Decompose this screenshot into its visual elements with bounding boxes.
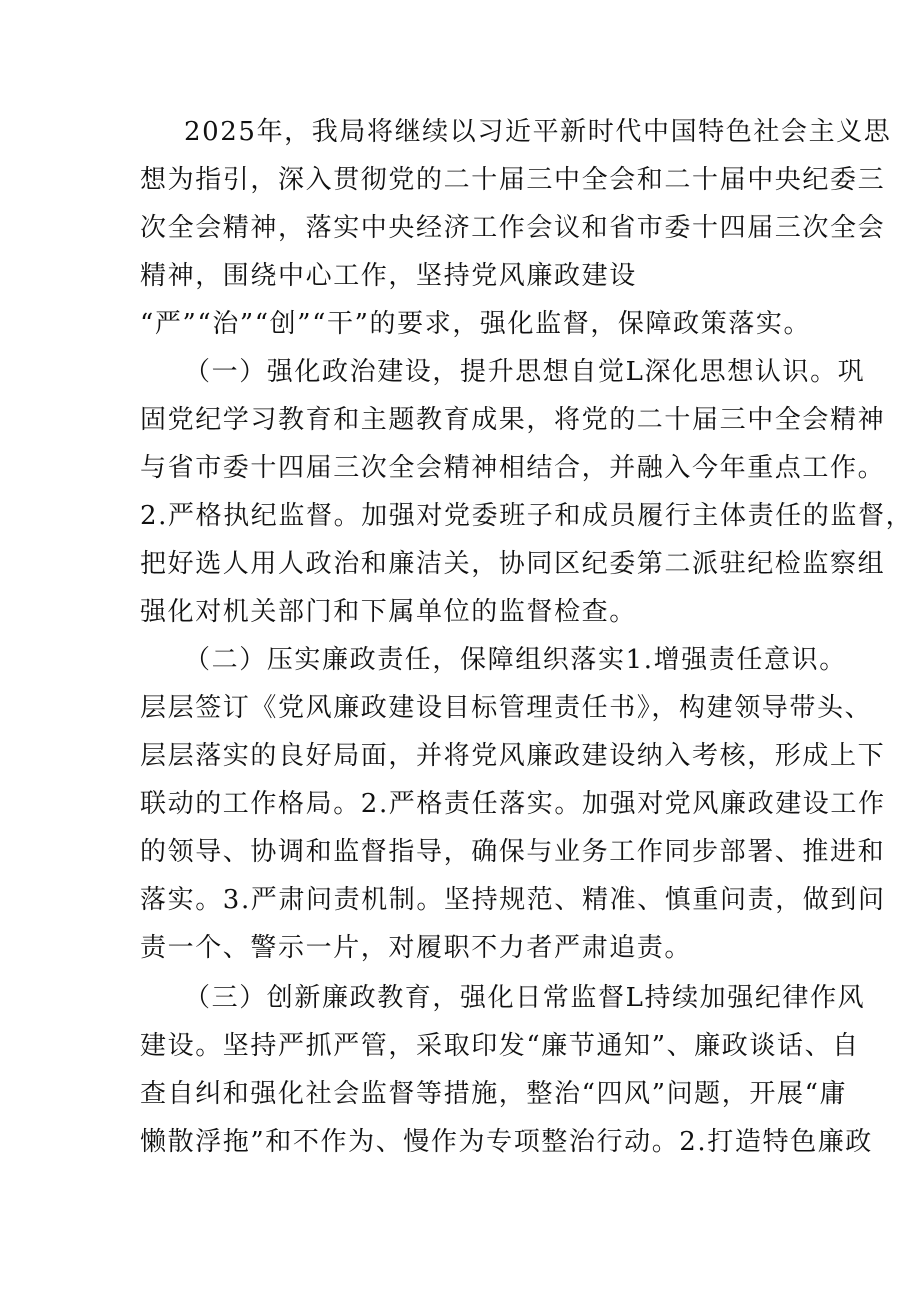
- section-one-line-4: 2.严格执纪监督。加强对党委班子和成员履行主体责任的监督，: [140, 501, 914, 531]
- paragraph-intro-line-3: 次全会精神，落实中央经济工作会议和省市委十四届三次全会: [140, 213, 886, 243]
- paragraph-intro-line-2: 想为指引，深入贯彻党的二十届三中全会和二十届中央纪委三: [140, 165, 886, 195]
- section-one-line-3: 与省市委十四届三次全会精神相结合，并融入今年重点工作。: [140, 453, 886, 483]
- paragraph-intro-line-5: “严”“治”“创”“干”的要求，强化监督，保障政策落实。: [140, 309, 812, 339]
- section-one-line-2: 固党纪学习教育和主题教育成果，将党的二十届三中全会精神: [140, 405, 886, 435]
- paragraph-intro-line-1: 2025年，我局将继续以习近平新时代中国特色社会主义思: [184, 117, 892, 147]
- section-three-line-4: 懒散浮拖”和不作为、慢作为专项整治行动。2.打造特色廉政: [140, 1127, 873, 1157]
- section-three-line-3: 查自纠和强化社会监督等措施，整治“四风”问题，开展“庸: [140, 1079, 848, 1109]
- section-two-line-4: 联动的工作格局。2.严格责任落实。加强对党风廉政建设工作: [140, 789, 886, 819]
- section-two-line-3: 层层落实的良好局面，并将党风廉政建设纳入考核，形成上下: [140, 741, 886, 771]
- section-three-line-1: （三）创新廉政教育，强化日常监督L持续加强纪律作风: [184, 983, 866, 1013]
- section-one-line-6: 强化对机关部门和下属单位的监督检查。: [140, 597, 637, 627]
- section-two-line-1: （二）压实廉政责任，保障组织落实1.增强责任意识。: [184, 645, 847, 675]
- section-three-line-2: 建设。坚持严抓严管，采取印发“廉节通知”、廉政谈话、自: [140, 1031, 860, 1061]
- section-two-line-6: 落实。3.严肃问责机制。坚持规范、精准、慎重问责，做到问: [140, 885, 886, 915]
- section-one-line-1: （一）强化政治建设，提升思想自觉L深化思想认识。巩: [184, 357, 866, 387]
- section-two-line-7: 责一个、警示一片，对履职不力者严肃追责。: [140, 933, 693, 963]
- section-two-line-2: 层层签订《党风廉政建设目标管理责任书》，构建领导带头、: [140, 693, 873, 723]
- paragraph-intro-line-4: 精神，围绕中心工作，坚持党风廉政建设: [140, 261, 637, 291]
- section-one-line-5: 把好选人用人政治和廉洁关，协同区纪委第二派驻纪检监察组: [140, 549, 886, 579]
- section-two-line-5: 的领导、协调和监督指导，确保与业务工作同步部署、推进和: [140, 837, 886, 867]
